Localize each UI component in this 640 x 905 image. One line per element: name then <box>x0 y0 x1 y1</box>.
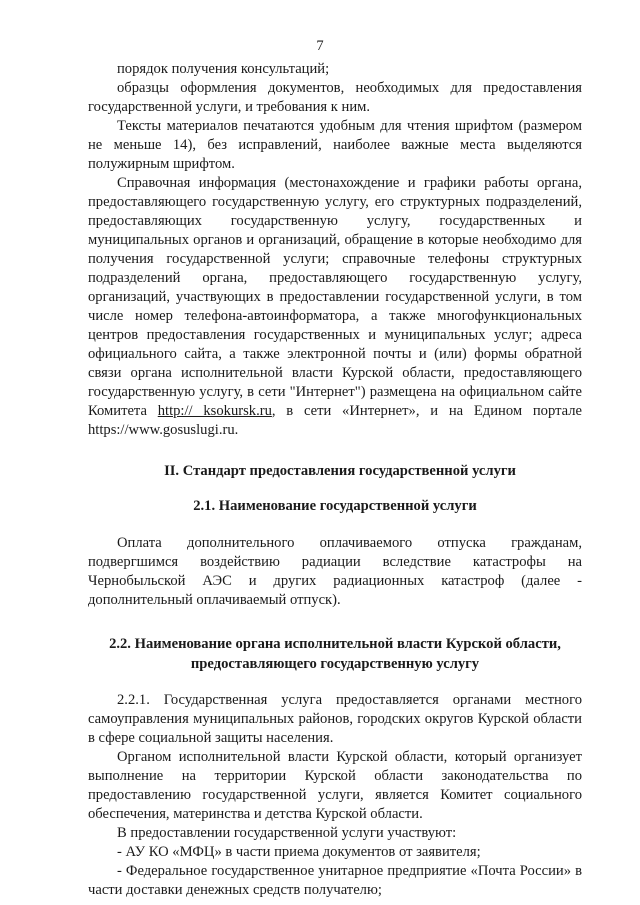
paragraph-document-samples: образцы оформления документов, необходимых для предоставления государственной услуги, и требования к ним. <box>88 80 582 115</box>
paragraph-participants-intro: В предоставлении государственной услуги участвуют: <box>117 825 457 841</box>
reference-info-text: Справочная информация (местонахождение и графики работы органа, предоставляющего государственную услугу, его структурных подразделений, предоставляющих государственную услугу, государственных и муниципальных органов и организаций, обращение в которые необходимо для получения государственной услуги; справочные телефоны структурных подразделений органа, предоставляющего государственную услугу, организаций, участвующих в предоставлении государственной услуги, в том числе номер телефона-автоинформатора, а также многофункциональных центров предоставления государственных и муниципальных услуг; адреса официального сайта, а также электронной почты и (или) формы обратной связи органа исполнительной власти Курской области, предоставляющего государственную услугу, в сети "Интернет") размещена на официальном сайте Комитета <box>88 175 582 419</box>
paragraph-consultations: порядок получения консультаций; <box>117 61 330 77</box>
subsection-heading-service-name: 2.1. Наименование государственной услуги <box>193 498 477 514</box>
ksokursk-link[interactable]: http:// ksokursk.ru <box>157 403 272 419</box>
document-body <box>88 60 582 900</box>
paragraph-text-materials: Тексты материалов печатаются удобным для чтения шрифтом (размером не меньше 14), без исправлений, наиболее важные места выделяются полужирным шрифтом. <box>88 118 582 172</box>
subsection-heading-authority: 2.2. Наименование органа исполнительной власти Курской области, предоставляющего государственную услугу <box>109 636 561 672</box>
reference-info-tail: , в сети «Интернет», и на Едином портале https://www.gosuslugi.ru. <box>88 403 582 438</box>
paragraph-authority-organizer: Органом исполнительной власти Курской области, который организует выполнение на территории Курской области законодательства по предоставлению государственной услуги, является Комитет социального обеспечения, материнства и детства Курской области. <box>88 749 582 822</box>
paragraph-service-name: Оплата дополнительного оплачиваемого отпуска гражданам, подвергшимся воздействию радиации вследствие катастрофы на Чернобыльской АЭС и других радиационных катастроф (далее - дополнительный оплачиваемый отпуск). <box>88 535 582 608</box>
paragraph-2-2-1: 2.2.1. Государственная услуга предоставляется органами местного самоуправления муниципальных районов, городских округов Курской области в сфере социальной защиты населения. <box>88 692 582 746</box>
page-number: 7 <box>316 38 324 54</box>
list-item-mfc: - АУ КО «МФЦ» в части приема документов от заявителя; <box>117 844 481 860</box>
section-heading-standard: II. Стандарт предоставления государственной услуги <box>164 463 516 479</box>
paragraph-reference-info <box>88 174 582 440</box>
list-item-post: - Федеральное государственное унитарное предприятие «Почта России» в части доставки денежных средств получателю; <box>88 863 582 898</box>
